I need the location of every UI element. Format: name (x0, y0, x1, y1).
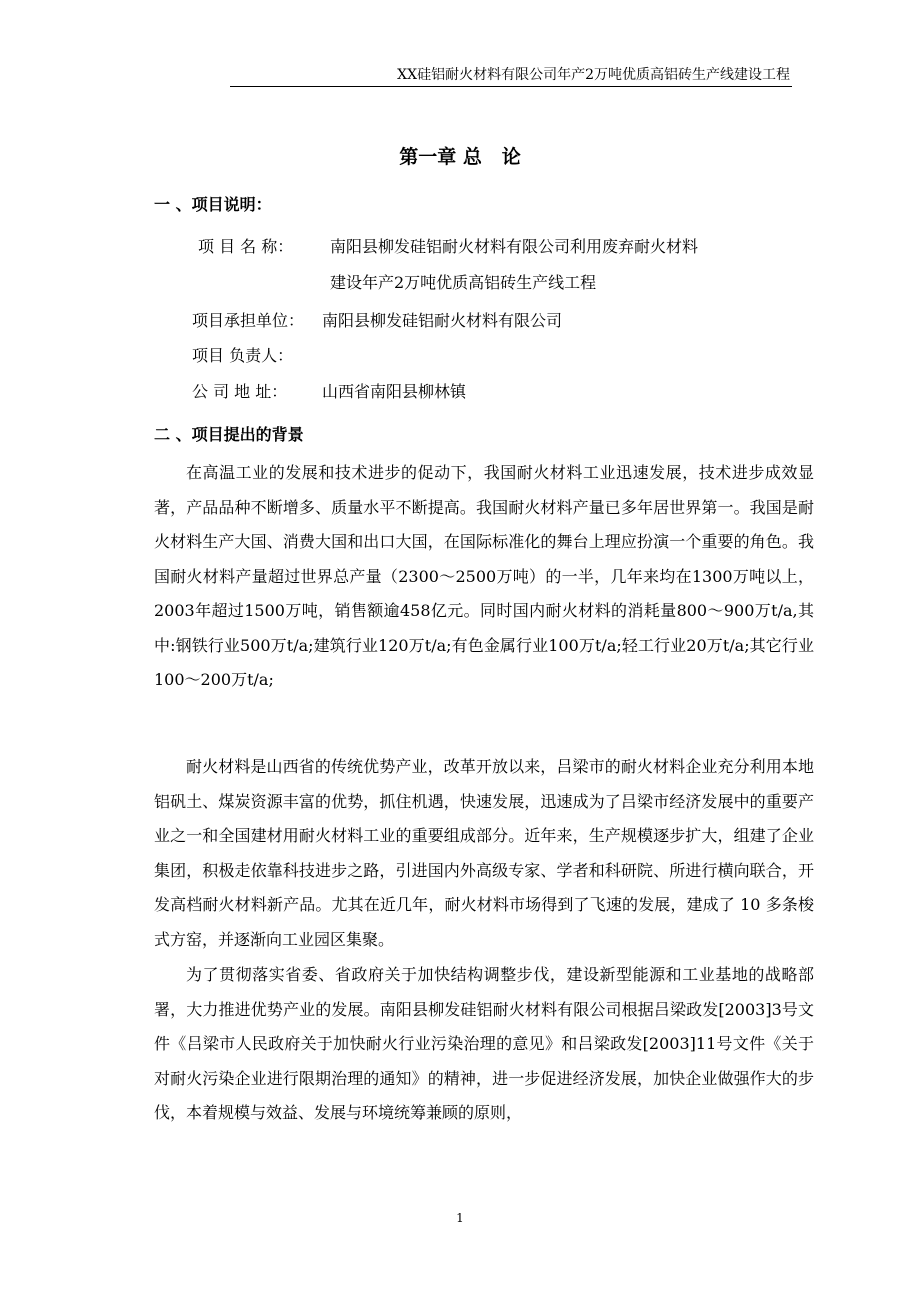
chapter-title: 第一章 总 论 (399, 146, 521, 168)
project-name-label: 项 目 名 称： (198, 237, 294, 256)
address-label: 公 司 地 址： (192, 382, 288, 401)
background-paragraph-1: 在高温工业的发展和技术进步的促动下，我国耐火材料工业迅速发展，技术进步成效显著，产品品种不断增多、质量水平不断提高。我国耐火材料产量已多年居世界第一。我国是耐火材料生产大国、消费大国和出口大国，在国际标准化的舞台上理应扮演一个重要的角色。我国耐火材料产量超过世界总产量（2300～2500万吨）的一半，几年来均在1300万吨以上，2003年超过1500万吨，销售额逾458亿元。同时国内耐火材料的消耗量800～900万t/a,其中:钢铁行业500万t/a;建筑行业120万t/a;有色金属行业100万t/a;轻工行业20万t/a;其它行业100～200万t/a; (154, 463, 814, 689)
section-title-project-description: 一 、项目说明： (154, 195, 272, 214)
undertaker-value: 南阳县柳发硅铝耐火材料有限公司 (322, 311, 563, 330)
undertaker-label: 项目承担单位： (192, 311, 305, 330)
address-value: 山西省南阳县柳林镇 (322, 382, 467, 401)
page-number: 1 (456, 1211, 464, 1225)
project-name-line1: 南阳县柳发硅铝耐火材料有限公司利用废弃耐火材料 (330, 237, 699, 256)
header-rule (230, 86, 792, 87)
project-name-line2: 建设年产2万吨优质高铝砖生产线工程 (330, 273, 597, 292)
section-title-background: 二 、项目提出的背景 (154, 425, 304, 444)
background-paragraph-3: 为了贯彻落实省委、省政府关于加快结构调整步伐，建设新型能源和工业基地的战略部署，大力推进优势产业的发展。南阳县柳发硅铝耐火材料有限公司根据吕梁政发[2003]3号文件《吕梁市人民政府关于加快耐火行业污染治理的意见》和吕梁政发[2003]11号文件《关于对耐火污染企业进行限期治理的通知》的精神，进一步促进经济发展，加快企业做强作大的步伐，本着规模与效益、发展与环境统筹兼顾的原则， (154, 965, 814, 1122)
running-header: XX硅铝耐火材料有限公司年产2万吨优质高铝砖生产线建设工程 (397, 67, 790, 83)
leader-label: 项目 负责人： (192, 346, 294, 365)
background-paragraph-2: 耐火材料是山西省的传统优势产业，改革开放以来，吕梁市的耐火材料企业充分利用本地铝矾土、煤炭资源丰富的优势，抓住机遇，快速发展，迅速成为了吕梁市经济发展中的重要产业之一和全国建材用耐火材料工业的重要组成部分。近年来，生产规模逐步扩大，组建了企业集团，积极走依靠科技进步之路，引进国内外高级专家、学者和科研院、所进行横向联合，开发高档耐火材料新产品。尤其在近几年，耐火材料市场得到了飞速的发展，建成了 10 多条梭式方窑，并逐渐向工业园区集聚。 (154, 757, 814, 949)
